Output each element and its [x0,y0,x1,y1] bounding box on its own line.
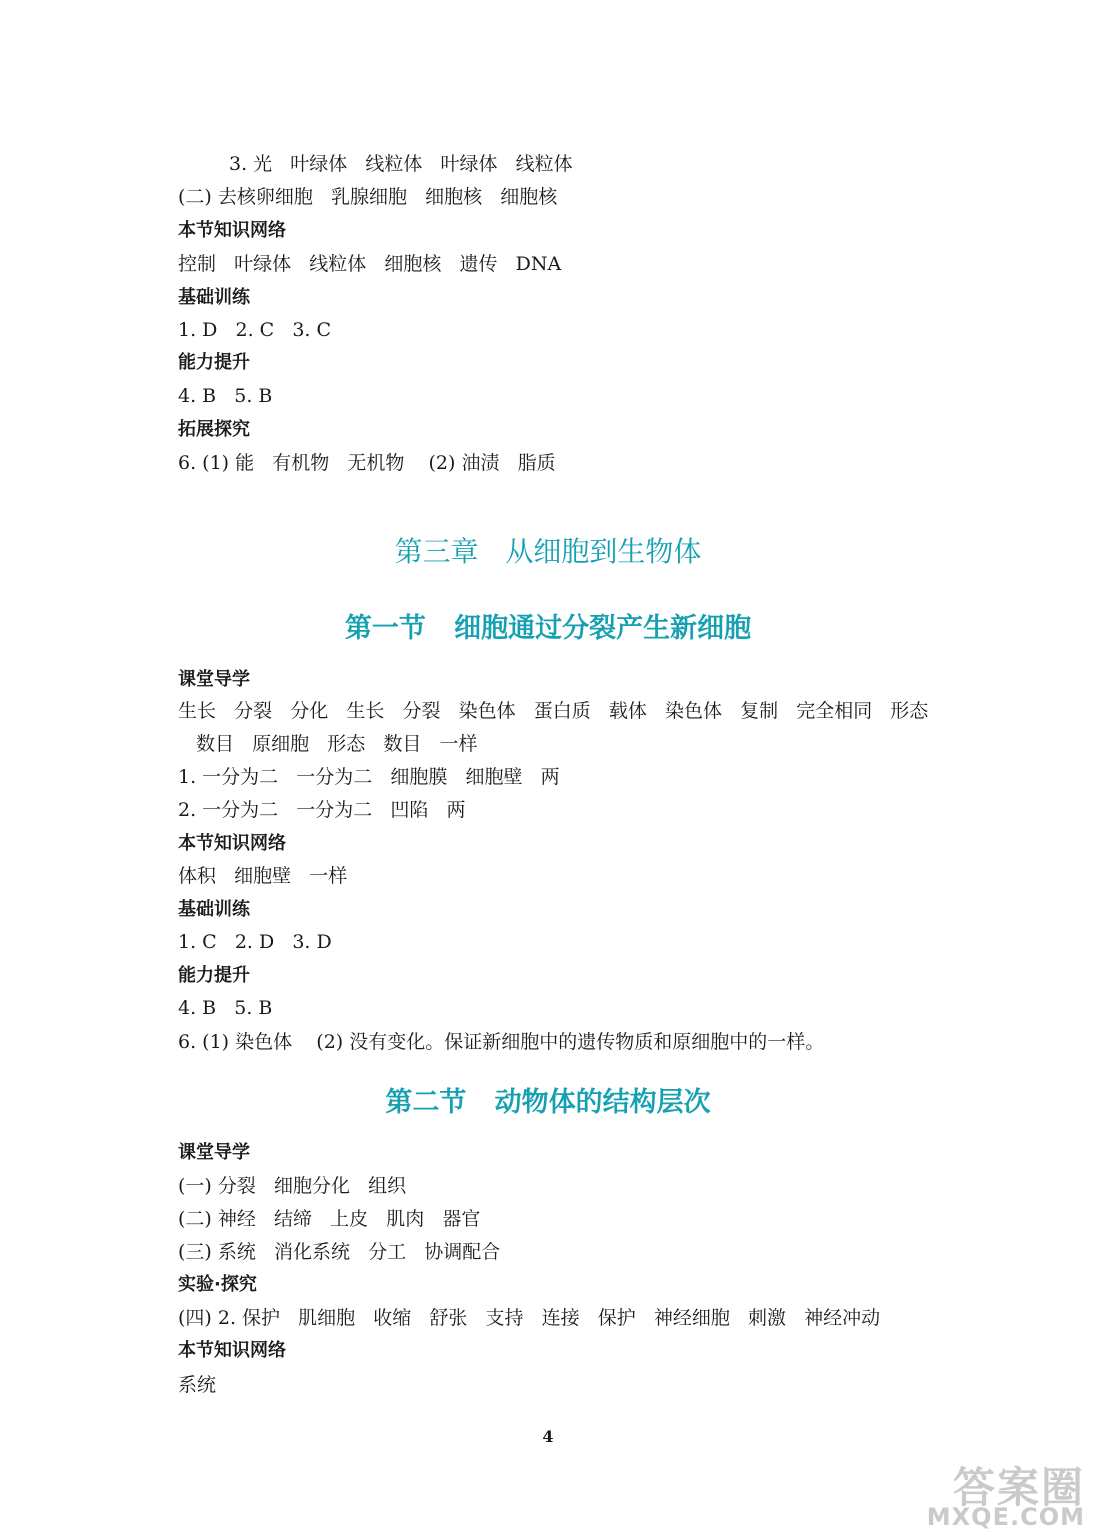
heading-ability-improvement: 能力提升 [178,352,250,373]
knowledge-network-answers: 控制 叶绿体 线粒体 细胞核 遗传 DNA [178,253,562,275]
s2-heading-experiment-exploration: 实验·探究 [178,1274,257,1295]
answer-line-3: 3. 光 叶绿体 线粒体 叶绿体 线粒体 [229,153,573,175]
heading-knowledge-network: 本节知识网络 [178,220,286,241]
s1-heading-knowledge-network: 本节知识网络 [178,833,286,854]
watermark-url-text: MXQE.COM [926,1503,1085,1531]
s2-experiment-answers: (四) 2. 保护 肌细胞 收缩 舒张 支持 连接 保护 神经细胞 刺激 神经冲动 [178,1307,881,1329]
s2-heading-knowledge-network: 本节知识网络 [178,1340,286,1361]
s1-guide-line-1: 生长 分裂 分化 生长 分裂 染色体 蛋白质 载体 染色体 复制 完全相同 形态 [178,700,929,722]
s1-heading-classroom-guide: 课堂导学 [178,669,250,690]
answer-line-er: (二) 去核卵细胞 乳腺细胞 细胞核 细胞核 [178,186,558,208]
chapter-title: 第三章 从细胞到生物体 [394,535,702,568]
s1-knowledge-network-answers: 体积 细胞壁 一样 [178,865,348,887]
ability-answers: 4. B 5. B [178,385,273,407]
watermark-logo-text: 答案圈 [952,1463,1085,1512]
s2-guide-line-2: (二) 神经 结缔 上皮 肌肉 器官 [178,1208,481,1230]
s1-guide-line-4: 2. 一分为二 一分为二 凹陷 两 [178,799,466,821]
s2-guide-line-3: (三) 系统 消化系统 分工 协调配合 [178,1241,501,1263]
s1-heading-ability-improvement: 能力提升 [178,965,250,986]
heading-extension-exploration: 拓展探究 [178,419,250,440]
s1-guide-line-3: 1. 一分为二 一分为二 细胞膜 细胞壁 两 [178,766,560,788]
page-number: 4 [542,1427,554,1446]
section-1-title: 第一节 细胞通过分裂产生新细胞 [344,613,752,644]
s1-ability-answers-2: 6. (1) 染色体 (2) 没有变化。保证新细胞中的遗传物质和原细胞中的一样。 [178,1031,825,1053]
s1-basic-training-answers: 1. C 2. D 3. D [178,931,332,953]
extension-answers: 6. (1) 能 有机物 无机物 (2) 油渍 脂质 [178,452,556,474]
heading-basic-training: 基础训练 [178,287,250,308]
s2-knowledge-network-answers: 系统 [178,1374,217,1396]
s2-heading-classroom-guide: 课堂导学 [178,1142,250,1163]
s2-guide-line-1: (一) 分裂 细胞分化 组织 [178,1175,407,1197]
s1-ability-answers-1: 4. B 5. B [178,997,273,1019]
basic-training-answers: 1. D 2. C 3. C [178,319,332,341]
s1-guide-line-2: 数目 原细胞 形态 数目 一样 [196,733,478,755]
watermark-logo [906,1455,1091,1535]
s1-heading-basic-training: 基础训练 [178,899,250,920]
section-2-title: 第二节 动物体的结构层次 [385,1087,711,1118]
